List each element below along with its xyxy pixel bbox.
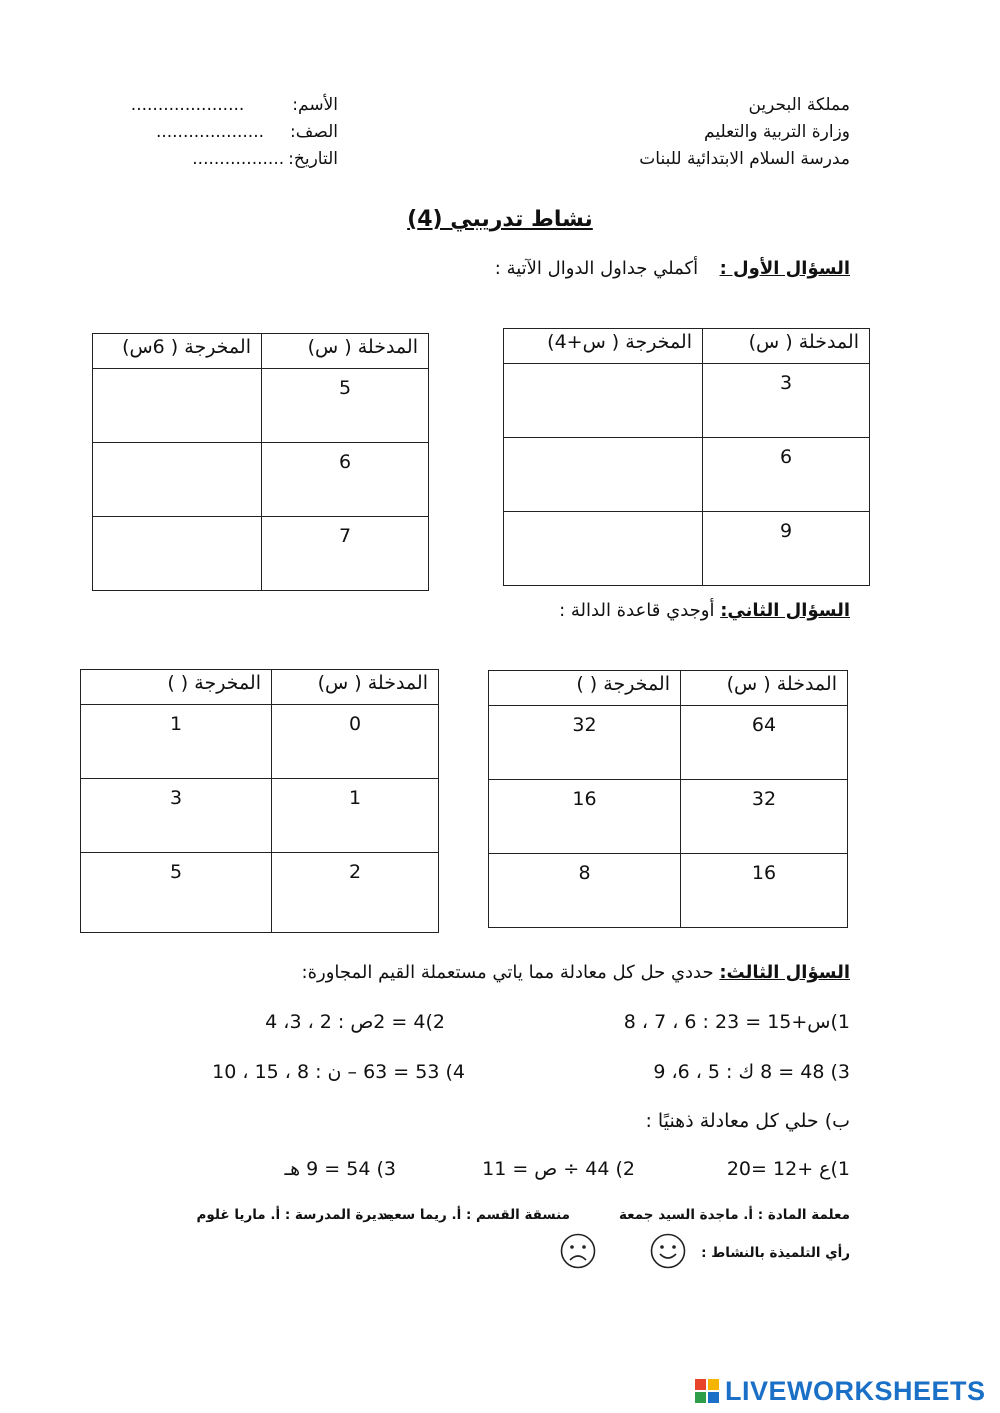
equation-1: 1)س+15 = 23 : 6 ، 7 ، 8 (623, 1011, 850, 1033)
table-d-output-cell: 1 (81, 705, 272, 779)
table-d-output-cell: 3 (81, 779, 272, 853)
part-b-equation-3: 3) 54 = 9 هـ (284, 1158, 396, 1180)
equation-2: 2)4 = 2ص : 2 ، 3، 4 (265, 1011, 445, 1033)
date-label: التاريخ: (288, 149, 338, 169)
ministry-name: وزارة التربية والتعليم (704, 122, 850, 142)
name-dots[interactable]: ..................... (130, 95, 245, 115)
table-b-input-cell: 7 (262, 517, 429, 591)
class-field (131, 119, 338, 146)
class-dots[interactable]: .................... (155, 122, 265, 142)
part-b-equation-1: 1)ع +12 =20 (726, 1158, 850, 1180)
table-c-input-cell: 64 (681, 706, 848, 780)
question-1 (495, 258, 850, 279)
table-d-input-cell: 2 (272, 853, 439, 933)
staff-principal: مديرة المدرسة : أ. ماريا غلوم (196, 1207, 393, 1223)
table-b-output-cell[interactable] (93, 443, 262, 517)
liveworksheets-logo-icon (695, 1379, 719, 1403)
table-a-input-header: المدخلة ( س) (703, 329, 870, 364)
staff-coordinator: منسقة القسم : أ. ريما سعيد (380, 1207, 570, 1223)
table-a-output-cell[interactable] (504, 438, 703, 512)
equation-4: 4) 53 = 63 – ن : 8 ، 15 ، 10 (212, 1061, 465, 1083)
name-label: الأسم: (292, 95, 338, 115)
table-c-output-cell: 16 (489, 780, 681, 854)
question-2 (559, 600, 850, 621)
table-a-output-cell[interactable] (504, 512, 703, 586)
date-dots[interactable]: ................. (192, 149, 285, 169)
question-3-text: حددي حل كل معادلة مما ياتي مستعملة القيم المجاورة: (301, 962, 714, 983)
table-d-input-header: المدخلة ( س) (272, 670, 439, 705)
table-a-input-cell: 3 (703, 364, 870, 438)
table-d-input-cell: 1 (272, 779, 439, 853)
school-name: مدرسة السلام الابتدائية للبنات (639, 149, 850, 169)
name-field (131, 92, 338, 119)
part-b-instruction: ب) حلي كل معادلة ذهنيًا : (645, 1110, 850, 1132)
table-b (92, 333, 429, 591)
question-3 (302, 962, 851, 983)
table-c-input-header: المدخلة ( س) (681, 671, 848, 706)
table-b-input-cell: 6 (262, 443, 429, 517)
table-d (80, 669, 439, 933)
opinion-label: رأي التلميذة بالنشاط : (701, 1245, 850, 1261)
table-c (488, 670, 848, 928)
equation-3: 3) 48 = 8 ك : 5 ، 6، 9 (653, 1061, 850, 1083)
table-a-output-cell[interactable] (504, 364, 703, 438)
header-right (639, 92, 850, 173)
sad-face-icon[interactable] (559, 1232, 597, 1270)
date-field (131, 146, 338, 173)
class-label: الصف: (290, 122, 338, 142)
table-c-input-cell: 32 (681, 780, 848, 854)
question-3-label: السؤال الثالث: (719, 962, 850, 983)
question-2-label: السؤال الثاني: (720, 600, 850, 621)
table-d-output-header[interactable]: المخرجة ( ) (81, 670, 272, 705)
table-a-output-header: المخرجة ( س+4) (504, 329, 703, 364)
happy-face-icon[interactable] (649, 1232, 687, 1270)
question-1-text: أكملي جداول الدوال الآتية : (494, 258, 699, 279)
table-b-input-header: المدخلة ( س) (262, 334, 429, 369)
table-c-output-cell: 8 (489, 854, 681, 928)
table-b-output-cell[interactable] (93, 369, 262, 443)
table-a-input-cell: 9 (703, 512, 870, 586)
table-b-input-cell: 5 (262, 369, 429, 443)
table-b-output-header: المخرجة ( 6س) (93, 334, 262, 369)
staff-teacher: معلمة المادة : أ. ماجدة السيد جمعة (618, 1207, 850, 1223)
country-name: مملكة البحرين (748, 95, 850, 115)
table-c-output-header[interactable]: المخرجة ( ) (489, 671, 681, 706)
table-c-input-cell: 16 (681, 854, 848, 928)
header-left (131, 92, 338, 173)
question-1-label: السؤال الأول : (719, 258, 850, 279)
table-c-output-cell: 32 (489, 706, 681, 780)
table-a (503, 328, 870, 586)
table-b-output-cell[interactable] (93, 517, 262, 591)
liveworksheets-logo-text: LIVEWORKSHEETS (725, 1376, 986, 1406)
table-a-input-cell: 6 (703, 438, 870, 512)
page-title: نشاط تدريبي (4) (407, 207, 593, 232)
part-b-equation-2: 2) 44 ÷ ص = 11 (482, 1158, 635, 1180)
question-2-text: أوجدي قاعدة الدالة : (559, 600, 715, 621)
table-d-output-cell: 5 (81, 853, 272, 933)
table-d-input-cell: 0 (272, 705, 439, 779)
